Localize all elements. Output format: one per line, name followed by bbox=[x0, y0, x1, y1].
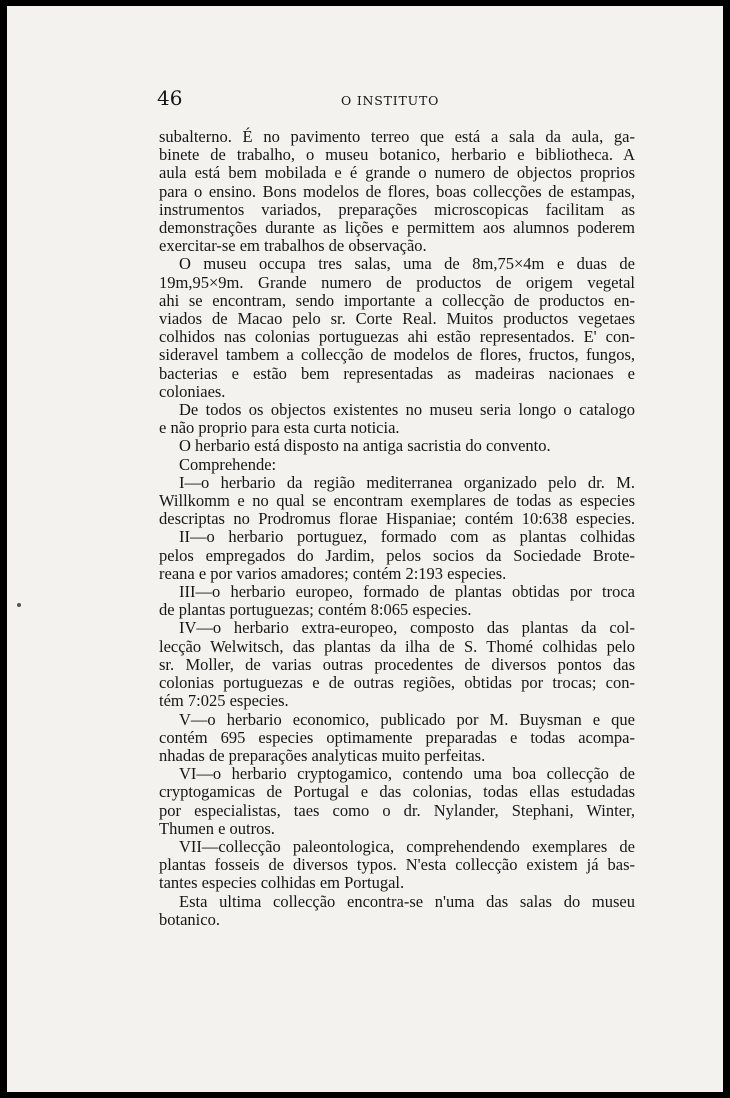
text-line: bacterias e estão bem representadas as madeiras nacionaes e bbox=[159, 363, 635, 383]
page-number: 46 bbox=[157, 86, 183, 110]
text-line: VI—o herbario cryptogamico, contendo uma boa collecção de bbox=[179, 764, 635, 784]
text-line: exercitar-se em trabalhos de observação. bbox=[159, 236, 427, 256]
text-line: Esta ultima collecção encontra-se n'uma das salas do museu bbox=[179, 891, 635, 911]
text-line: subalterno. É no pavimento terreo que está a sala da aula, ga- bbox=[159, 127, 635, 146]
text-line: VII—collecção paleontologica, comprehendendo exemplares de bbox=[179, 836, 635, 856]
text-line: aula está bem mobilada e é grande o numero de objectos proprios bbox=[159, 163, 635, 183]
running-title: O INSTITUTO bbox=[341, 93, 440, 108]
text-line: O museu occupa tres salas, uma de 8m,75×4m e duas de bbox=[179, 254, 635, 274]
text-line: cryptogamicas de Portugal e das colonias, todas ellas estudadas bbox=[159, 782, 635, 802]
text-line: Willkomm e no qual se encontram exemplares de todas as especies bbox=[159, 491, 635, 511]
text-line: e não proprio para esta curta noticia. bbox=[159, 418, 400, 438]
text-line: plantas fosseis de diversos typos. N'esta collecção existem já bas- bbox=[159, 855, 635, 875]
text-line: reana e por varios amadores; contém 2:193 especies. bbox=[159, 563, 507, 583]
text-line: sideravel tambem a collecção de modelos de flores, fructos, fungos, bbox=[159, 345, 635, 365]
text-line: Comprehende: bbox=[179, 454, 277, 474]
text-line: tantes especies colhidas em Portugal. bbox=[159, 873, 405, 893]
text-line: demonstrações durante as lições e permittem aos alumnos poderem bbox=[159, 218, 635, 238]
text-line: lecção Welwitsch, das plantas da ilha de S. Thomé colhidas pelo bbox=[159, 636, 635, 656]
text-line: IV—o herbario extra-europeo, composto das plantas da col- bbox=[179, 618, 635, 638]
body-text bbox=[159, 128, 635, 929]
page-header bbox=[7, 86, 723, 116]
text-line: 19m,95×9m. Grande numero de productos de origem vegetal bbox=[159, 272, 635, 292]
text-line: instrumentos variados, preparações microscopicas facilitam as bbox=[159, 199, 635, 219]
text-line: ahi se encontram, sendo importante a collecção de productos en- bbox=[159, 290, 635, 310]
text-line: descriptas no Prodromus florae Hispaniae; contém 10:638 especies. bbox=[159, 509, 635, 529]
book-page bbox=[7, 6, 723, 1092]
text-line: III—o herbario europeo, formado de plantas obtidas por troca bbox=[179, 582, 635, 602]
text-line: pelos empregados do Jardim, pelos socios da Sociedade Brote- bbox=[159, 545, 635, 565]
text-line: I—o herbario da região mediterranea organizado pelo dr. M. bbox=[179, 472, 635, 492]
text-line: botanico. bbox=[159, 909, 220, 929]
text-line: O herbario está disposto na antiga sacristia do convento. bbox=[179, 436, 551, 456]
text-line: coloniaes. bbox=[159, 381, 226, 401]
text-line: de plantas portuguezas; contém 8:065 especies. bbox=[159, 600, 472, 620]
margin-speck bbox=[17, 603, 21, 607]
text-line: por especialistas, taes como o dr. Nylander, Stephani, Winter, bbox=[159, 800, 635, 820]
text-line: De todos os objectos existentes no museu seria longo o catalogo bbox=[179, 400, 635, 420]
text-line: II—o herbario portuguez, formado com as plantas colhidas bbox=[179, 527, 635, 547]
text-line: tém 7:025 especies. bbox=[159, 691, 289, 711]
text-line: sr. Moller, de varias outras procedentes de diversos pontos das bbox=[159, 654, 635, 674]
text-line: Thumen e outros. bbox=[159, 818, 275, 838]
text-line: binete de trabalho, o museu botanico, herbario e bibliotheca. A bbox=[159, 145, 635, 165]
text-line: V—o herbario economico, publicado por M. Buysman e que bbox=[179, 709, 635, 729]
text-line: viados de Macao pelo sr. Corte Real. Muitos productos vegetaes bbox=[159, 309, 635, 329]
text-line: contém 695 especies optimamente preparadas e todas acompa- bbox=[159, 727, 635, 747]
text-line: para o ensino. Bons modelos de flores, boas collecções de estampas, bbox=[159, 181, 635, 201]
text-line: colhidos nas colonias portuguezas ahi estão representados. E' con- bbox=[159, 327, 635, 347]
text-line: nhadas de preparações analyticas muito perfeitas. bbox=[159, 745, 486, 765]
text-line: colonias portuguezas e de outras regiões, obtidas por trocas; con- bbox=[159, 673, 635, 693]
